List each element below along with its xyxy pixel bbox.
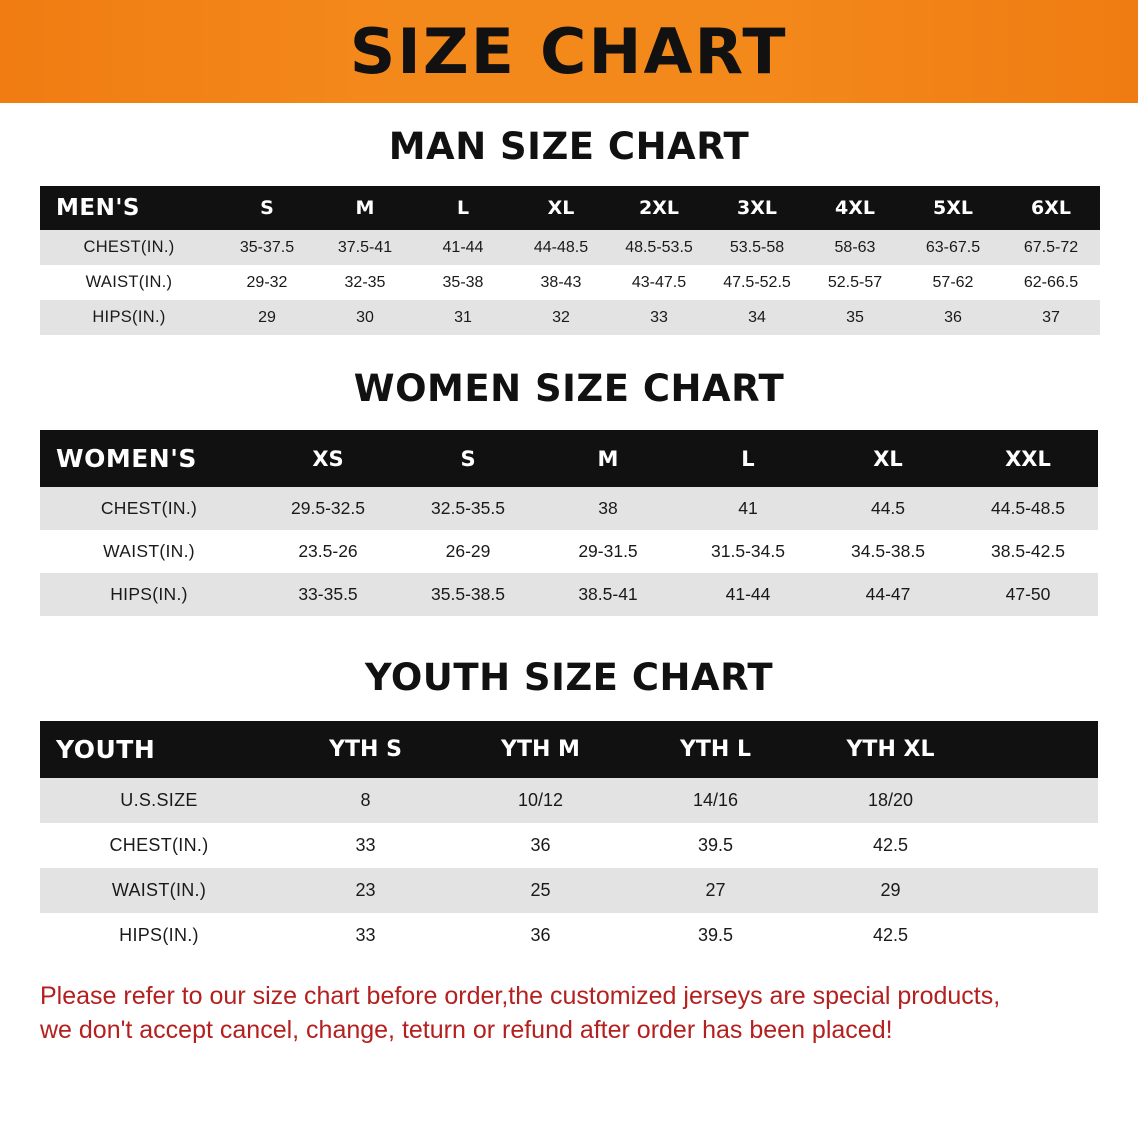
col-header: XL xyxy=(818,430,958,487)
man-table-wrap xyxy=(40,186,1098,335)
cell: 44-47 xyxy=(818,573,958,616)
cell: 41-44 xyxy=(678,573,818,616)
row-label: CHEST(IN.) xyxy=(40,487,258,530)
youth-section-title: YOUTH SIZE CHART xyxy=(364,656,774,699)
policy-note xyxy=(40,980,1098,1048)
col-header: YTH S xyxy=(278,721,453,778)
cell: 43-47.5 xyxy=(610,265,708,300)
cell: 29-31.5 xyxy=(538,530,678,573)
cell: 29.5-32.5 xyxy=(258,487,398,530)
cell: 31 xyxy=(414,300,512,335)
row-label: HIPS(IN.) xyxy=(40,300,218,335)
row-label: HIPS(IN.) xyxy=(40,913,278,958)
col-header: WOMEN'S xyxy=(40,430,258,487)
col-header: M xyxy=(316,186,414,230)
youth-size-table xyxy=(40,721,1098,958)
table-row xyxy=(40,778,1098,823)
cell-spacer xyxy=(978,778,1098,823)
table-row xyxy=(40,530,1098,573)
col-header: 2XL xyxy=(610,186,708,230)
row-label: CHEST(IN.) xyxy=(40,823,278,868)
row-label: U.S.SIZE xyxy=(40,778,278,823)
cell: 26-29 xyxy=(398,530,538,573)
cell: 33 xyxy=(278,913,453,958)
col-header: YTH M xyxy=(453,721,628,778)
cell: 30 xyxy=(316,300,414,335)
table-header-row xyxy=(40,430,1098,487)
cell: 38-43 xyxy=(512,265,610,300)
table-row xyxy=(40,230,1100,265)
col-header: 4XL xyxy=(806,186,904,230)
banner xyxy=(0,0,1138,103)
women-section-title: WOMEN SIZE CHART xyxy=(353,367,785,410)
cell: 33 xyxy=(610,300,708,335)
table-header-row xyxy=(40,186,1100,230)
cell: 23 xyxy=(278,868,453,913)
cell: 47-50 xyxy=(958,573,1098,616)
cell: 38.5-42.5 xyxy=(958,530,1098,573)
cell: 10/12 xyxy=(453,778,628,823)
cell: 31.5-34.5 xyxy=(678,530,818,573)
women-table-wrap xyxy=(40,430,1098,616)
col-header: M xyxy=(538,430,678,487)
cell: 44.5-48.5 xyxy=(958,487,1098,530)
table-row xyxy=(40,868,1098,913)
cell: 41-44 xyxy=(414,230,512,265)
cell: 48.5-53.5 xyxy=(610,230,708,265)
table-header-row xyxy=(40,721,1098,778)
row-label: WAIST(IN.) xyxy=(40,265,218,300)
col-header: S xyxy=(218,186,316,230)
col-header: MEN'S xyxy=(40,186,218,230)
cell: 29 xyxy=(803,868,978,913)
cell: 42.5 xyxy=(803,823,978,868)
cell: 14/16 xyxy=(628,778,803,823)
col-header: YOUTH xyxy=(40,721,278,778)
cell: 57-62 xyxy=(904,265,1002,300)
cell: 36 xyxy=(904,300,1002,335)
col-header: L xyxy=(678,430,818,487)
col-header: YTH XL xyxy=(803,721,978,778)
cell: 18/20 xyxy=(803,778,978,823)
cell: 35-38 xyxy=(414,265,512,300)
policy-note-line-2: we don't accept cancel, change, teturn or refund after order has been placed! xyxy=(40,1015,893,1044)
row-label: WAIST(IN.) xyxy=(40,530,258,573)
cell: 36 xyxy=(453,913,628,958)
table-row xyxy=(40,573,1098,616)
row-label: HIPS(IN.) xyxy=(40,573,258,616)
cell: 52.5-57 xyxy=(806,265,904,300)
cell: 42.5 xyxy=(803,913,978,958)
cell: 53.5-58 xyxy=(708,230,806,265)
cell-spacer xyxy=(978,823,1098,868)
cell: 33-35.5 xyxy=(258,573,398,616)
women-size-table xyxy=(40,430,1098,616)
man-section-title: MAN SIZE CHART xyxy=(388,125,750,168)
cell: 34 xyxy=(708,300,806,335)
cell: 37 xyxy=(1002,300,1100,335)
col-header: L xyxy=(414,186,512,230)
cell: 47.5-52.5 xyxy=(708,265,806,300)
col-header: 3XL xyxy=(708,186,806,230)
cell: 44-48.5 xyxy=(512,230,610,265)
cell: 37.5-41 xyxy=(316,230,414,265)
col-header: XXL xyxy=(958,430,1098,487)
cell: 8 xyxy=(278,778,453,823)
cell: 27 xyxy=(628,868,803,913)
cell: 41 xyxy=(678,487,818,530)
table-row xyxy=(40,823,1098,868)
cell: 67.5-72 xyxy=(1002,230,1100,265)
cell: 23.5-26 xyxy=(258,530,398,573)
cell: 29 xyxy=(218,300,316,335)
table-row xyxy=(40,265,1100,300)
cell: 44.5 xyxy=(818,487,958,530)
cell: 38 xyxy=(538,487,678,530)
cell: 33 xyxy=(278,823,453,868)
cell: 32-35 xyxy=(316,265,414,300)
cell: 35 xyxy=(806,300,904,335)
col-header: S xyxy=(398,430,538,487)
row-label: CHEST(IN.) xyxy=(40,230,218,265)
cell-spacer xyxy=(978,868,1098,913)
man-size-table xyxy=(40,186,1100,335)
cell-spacer xyxy=(978,913,1098,958)
page-title: SIZE CHART xyxy=(350,14,788,88)
col-header: XL xyxy=(512,186,610,230)
col-header-spacer xyxy=(978,721,1098,778)
cell: 39.5 xyxy=(628,913,803,958)
cell: 36 xyxy=(453,823,628,868)
cell: 39.5 xyxy=(628,823,803,868)
table-row xyxy=(40,300,1100,335)
cell: 29-32 xyxy=(218,265,316,300)
cell: 35.5-38.5 xyxy=(398,573,538,616)
col-header: YTH L xyxy=(628,721,803,778)
cell: 35-37.5 xyxy=(218,230,316,265)
col-header: XS xyxy=(258,430,398,487)
cell: 58-63 xyxy=(806,230,904,265)
cell: 32 xyxy=(512,300,610,335)
policy-note-line-1: Please refer to our size chart before order,the customized jerseys are special products, xyxy=(40,982,1001,1010)
col-header: 6XL xyxy=(1002,186,1100,230)
cell: 62-66.5 xyxy=(1002,265,1100,300)
youth-table-wrap xyxy=(40,721,1098,958)
cell: 38.5-41 xyxy=(538,573,678,616)
table-row xyxy=(40,913,1098,958)
col-header: 5XL xyxy=(904,186,1002,230)
cell: 32.5-35.5 xyxy=(398,487,538,530)
row-label: WAIST(IN.) xyxy=(40,868,278,913)
cell: 34.5-38.5 xyxy=(818,530,958,573)
cell: 63-67.5 xyxy=(904,230,1002,265)
cell: 25 xyxy=(453,868,628,913)
table-row xyxy=(40,487,1098,530)
